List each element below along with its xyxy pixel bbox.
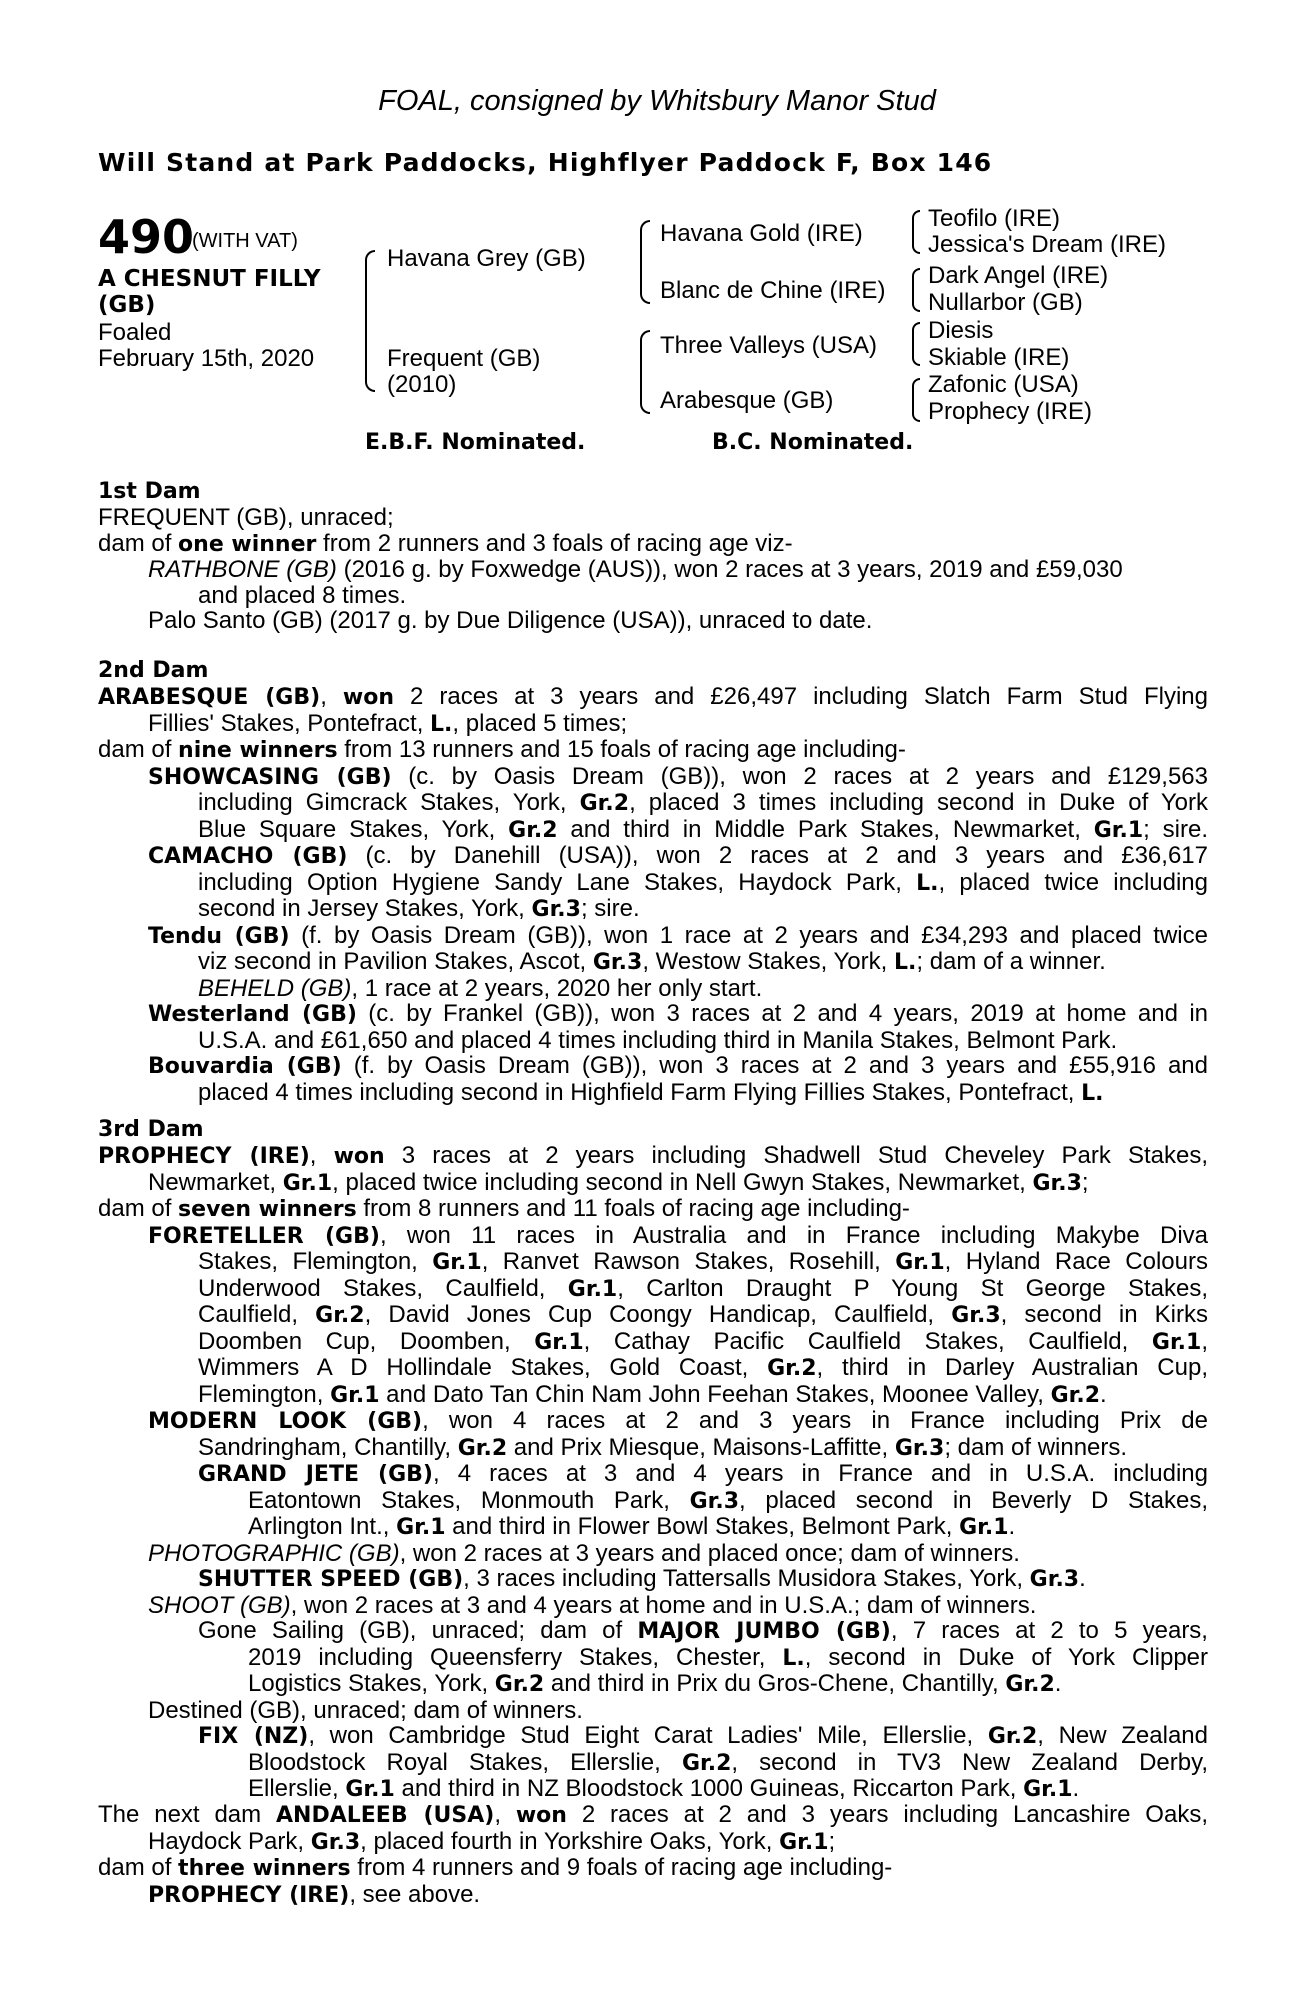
next-dam-line: PROPHECY (IRE), see above.	[148, 1880, 481, 1908]
first-dam-line: RATHBONE (GB) (2016 g. by Foxwedge (AUS)), won 2 races at 3 years, 2019 and £59,030	[148, 556, 1123, 583]
pedigree-sire-dam: Blanc de Chine (IRE)	[660, 277, 886, 304]
first-dam-line: dam of one winner from 2 runners and 3 foals of racing age viz-	[98, 529, 793, 557]
second-dam-line: SHOWCASING (GB) (c. by Oasis Dream (GB)), won 2 races at 2 years and £129,563	[148, 762, 1208, 790]
third-dam-line: Flemington, Gr.1 and Dato Tan Chin Nam John Feehan Stakes, Moonee Valley, Gr.2.	[198, 1380, 1107, 1408]
lot-number: 490	[98, 210, 195, 264]
second-dam-section	[98, 684, 1208, 1106]
second-dam-line: U.S.A. and £61,650 and placed 4 times including third in Manila Stakes, Belmont Park.	[198, 1026, 1118, 1054]
next-dam-section	[98, 1802, 1208, 1908]
pedigree-g1: Teofilo (IRE)	[928, 205, 1061, 232]
third-dam-line: Ellerslie, Gr.1 and third in NZ Bloodstock 1000 Guineas, Riccarton Park, Gr.1.	[248, 1775, 1080, 1802]
pedigree-g3: Dark Angel (IRE)	[928, 262, 1109, 289]
third-dam-line: MODERN LOOK (GB), won 4 races at 2 and 3 years in France including Prix de	[148, 1407, 1208, 1434]
third-dam-line: PHOTOGRAPHIC (GB), won 2 races at 3 years and placed once; dam of winners.	[148, 1539, 1020, 1567]
third-dam-section	[98, 1143, 1208, 1803]
third-dam-heading: 3rd Dam	[98, 1117, 204, 1142]
third-dam-line: Stakes, Flemington, Gr.1, Ranvet Rawson Stakes, Rosehill, Gr.1, Hyland Race Colours	[198, 1248, 1208, 1275]
third-dam-line: 2019 including Queensferry Stakes, Chester, L., second in Duke of York Clipper	[248, 1643, 1209, 1671]
third-dam-line: Newmarket, Gr.1, placed twice including second in Nell Gwyn Stakes, Newmarket, Gr.3;	[148, 1168, 1089, 1196]
lot-description-country: (GB)	[98, 292, 156, 318]
pedigree-dam-year: (2010)	[387, 371, 457, 398]
consignor-line: FOAL, consigned by Whitsbury Manor Stud	[378, 85, 936, 117]
pedigree-sire: Havana Grey (GB)	[387, 245, 586, 272]
foaled-date: February 15th, 2020	[98, 345, 315, 372]
lot-description: A CHESNUT FILLY	[98, 266, 321, 292]
second-dam-line: Tendu (GB) (f. by Oasis Dream (GB)), won 1 race at 2 years and £34,293 and placed twice	[148, 921, 1208, 949]
foaled-label: Foaled	[98, 319, 172, 346]
third-dam-line: Sandringham, Chantilly, Gr.2 and Prix Miesque, Maisons-Laffitte, Gr.3; dam of winners.	[198, 1433, 1128, 1461]
third-dam-line: Destined (GB), unraced; dam of winners.	[148, 1696, 583, 1724]
third-dam-line: SHUTTER SPEED (GB), 3 races including Tattersalls Musidora Stakes, York, Gr.3.	[198, 1565, 1086, 1592]
third-dam-line: Logistics Stakes, York, Gr.2 and third in Prix du Gros-Chene, Chantilly, Gr.2.	[248, 1670, 1062, 1697]
next-dam-line: dam of three winners from 4 runners and 9 foals of racing age including-	[98, 1854, 893, 1881]
third-dam-line: dam of seven winners from 8 runners and 11 foals of racing age including-	[98, 1195, 910, 1222]
pedigree-brace-g34	[912, 268, 920, 312]
third-dam-line: Eatontown Stakes, Monmouth Park, Gr.3, placed second in Beverly D Stakes,	[248, 1486, 1208, 1514]
third-dam-line: Gone Sailing (GB), unraced; dam of MAJOR JUMBO (GB), 7 races at 2 to 5 years,	[198, 1617, 1208, 1644]
second-dam-line: Fillies' Stakes, Pontefract, L., placed 5 times;	[148, 709, 628, 737]
third-dam-line: Doomben Cup, Doomben, Gr.1, Cathay Pacific Caulfield Stakes, Caulfield, Gr.1,	[198, 1327, 1208, 1355]
first-dam-heading: 1st Dam	[98, 479, 201, 504]
third-dam-line: Bloodstock Royal Stakes, Ellerslie, Gr.2, second in TV3 New Zealand Derby,	[248, 1748, 1208, 1776]
second-dam-line: second in Jersey Stakes, York, Gr.3; sire.	[198, 895, 640, 922]
pedigree-brace-g56	[912, 322, 920, 366]
first-dam-line: Palo Santo (GB) (2017 g. by Due Diligence (USA)), unraced to date.	[148, 607, 873, 634]
pedigree-brace-main	[365, 250, 375, 392]
second-dam-line: viz second in Pavilion Stakes, Ascot, Gr.3, Westow Stakes, York, L.; dam of a winner.	[198, 948, 1106, 975]
third-dam-line: FIX (NZ), won Cambridge Stud Eight Carat Ladies' Mile, Ellerslie, Gr.2, New Zealand	[198, 1722, 1208, 1749]
pedigree-dam: Frequent (GB)	[387, 345, 541, 372]
pedigree-g6: Skiable (IRE)	[928, 344, 1070, 371]
first-dam-line: FREQUENT (GB), unraced;	[98, 504, 394, 531]
third-dam-line: Wimmers A D Hollindale Stakes, Gold Coast, Gr.2, third in Darley Australian Cup,	[198, 1354, 1209, 1381]
pedigree-brace-sire	[640, 220, 650, 304]
ebf-nominated: E.B.F. Nominated.	[365, 430, 586, 455]
third-dam-line: Underwood Stakes, Caulfield, Gr.1, Carlton Draught P Young St George Stakes,	[198, 1274, 1208, 1302]
second-dam-line: CAMACHO (GB) (c. by Danehill (USA)), won 2 races at 2 and 3 years and £36,617	[148, 842, 1208, 869]
pedigree-g8: Prophecy (IRE)	[928, 398, 1093, 425]
second-dam-line: BEHELD (GB), 1 race at 2 years, 2020 her only start.	[198, 974, 763, 1002]
pedigree-brace-g12	[912, 210, 920, 254]
third-dam-line: PROPHECY (IRE), won 3 races at 2 years including Shadwell Stud Cheveley Park Stakes,	[98, 1142, 1208, 1169]
pedigree-g4: Nullarbor (GB)	[928, 289, 1083, 316]
third-dam-line: FORETELLER (GB), won 11 races in Australia and in France including Makybe Diva	[148, 1221, 1208, 1249]
third-dam-line: Caulfield, Gr.2, David Jones Cup Coongy Handicap, Caulfield, Gr.3, second in Kirks	[198, 1301, 1208, 1328]
second-dam-line: including Gimcrack Stakes, York, Gr.2, placed 3 times including second in Duke of York	[198, 789, 1208, 816]
pedigree-dam-sire: Three Valleys (USA)	[660, 332, 877, 359]
second-dam-line: dam of nine winners from 13 runners and 15 foals of racing age including-	[98, 736, 906, 763]
third-dam-line: Arlington Int., Gr.1 and third in Flower Bowl Stakes, Belmont Park, Gr.1.	[248, 1513, 1016, 1540]
first-dam-line: and placed 8 times.	[198, 581, 407, 609]
pedigree-g2: Jessica's Dream (IRE)	[928, 231, 1166, 258]
second-dam-line: ARABESQUE (GB), won 2 races at 3 years and £26,497 including Slatch Farm Stud Flying	[98, 683, 1209, 710]
first-dam-section	[98, 505, 1208, 634]
next-dam-line: The next dam ANDALEEB (USA), won 2 races at 2 and 3 years including Lancashire Oaks,	[98, 1801, 1208, 1828]
second-dam-line: Bouvardia (GB) (f. by Oasis Dream (GB)), won 3 races at 2 and 3 years and £55,916 and	[148, 1052, 1209, 1079]
next-dam-line: Haydock Park, Gr.3, placed fourth in Yorkshire Oaks, York, Gr.1;	[148, 1827, 836, 1855]
vat-note: (WITH VAT)	[192, 230, 298, 252]
second-dam-line: Blue Square Stakes, York, Gr.2 and third in Middle Park Stakes, Newmarket, Gr.1; sire.	[198, 815, 1209, 843]
pedigree-dam-dam: Arabesque (GB)	[660, 387, 834, 414]
second-dam-line: Westerland (GB) (c. by Frankel (GB)), won 3 races at 2 and 4 years, 2019 at home and in	[148, 1000, 1208, 1027]
bc-nominated: B.C. Nominated.	[712, 430, 914, 455]
third-dam-line: SHOOT (GB), won 2 races at 3 and 4 years at home and in U.S.A.; dam of winners.	[148, 1591, 1037, 1619]
pedigree-brace-dam	[640, 330, 650, 414]
pedigree-g5: Diesis	[928, 317, 994, 344]
pedigree-g7: Zafonic (USA)	[928, 371, 1079, 398]
second-dam-heading: 2nd Dam	[98, 658, 209, 683]
third-dam-line: GRAND JETE (GB), 4 races at 3 and 4 years in France and in U.S.A. including	[198, 1460, 1209, 1487]
second-dam-line: placed 4 times including second in Highfield Farm Flying Fillies Stakes, Pontefract, L.	[198, 1078, 1104, 1106]
pedigree-brace-g78	[912, 378, 920, 422]
second-dam-line: including Option Hygiene Sandy Lane Stakes, Haydock Park, L., placed twice including	[198, 868, 1208, 896]
stand-location: Will Stand at Park Paddocks, Highflyer Paddock F, Box 146	[98, 148, 993, 177]
pedigree-sire-sire: Havana Gold (IRE)	[660, 220, 863, 247]
